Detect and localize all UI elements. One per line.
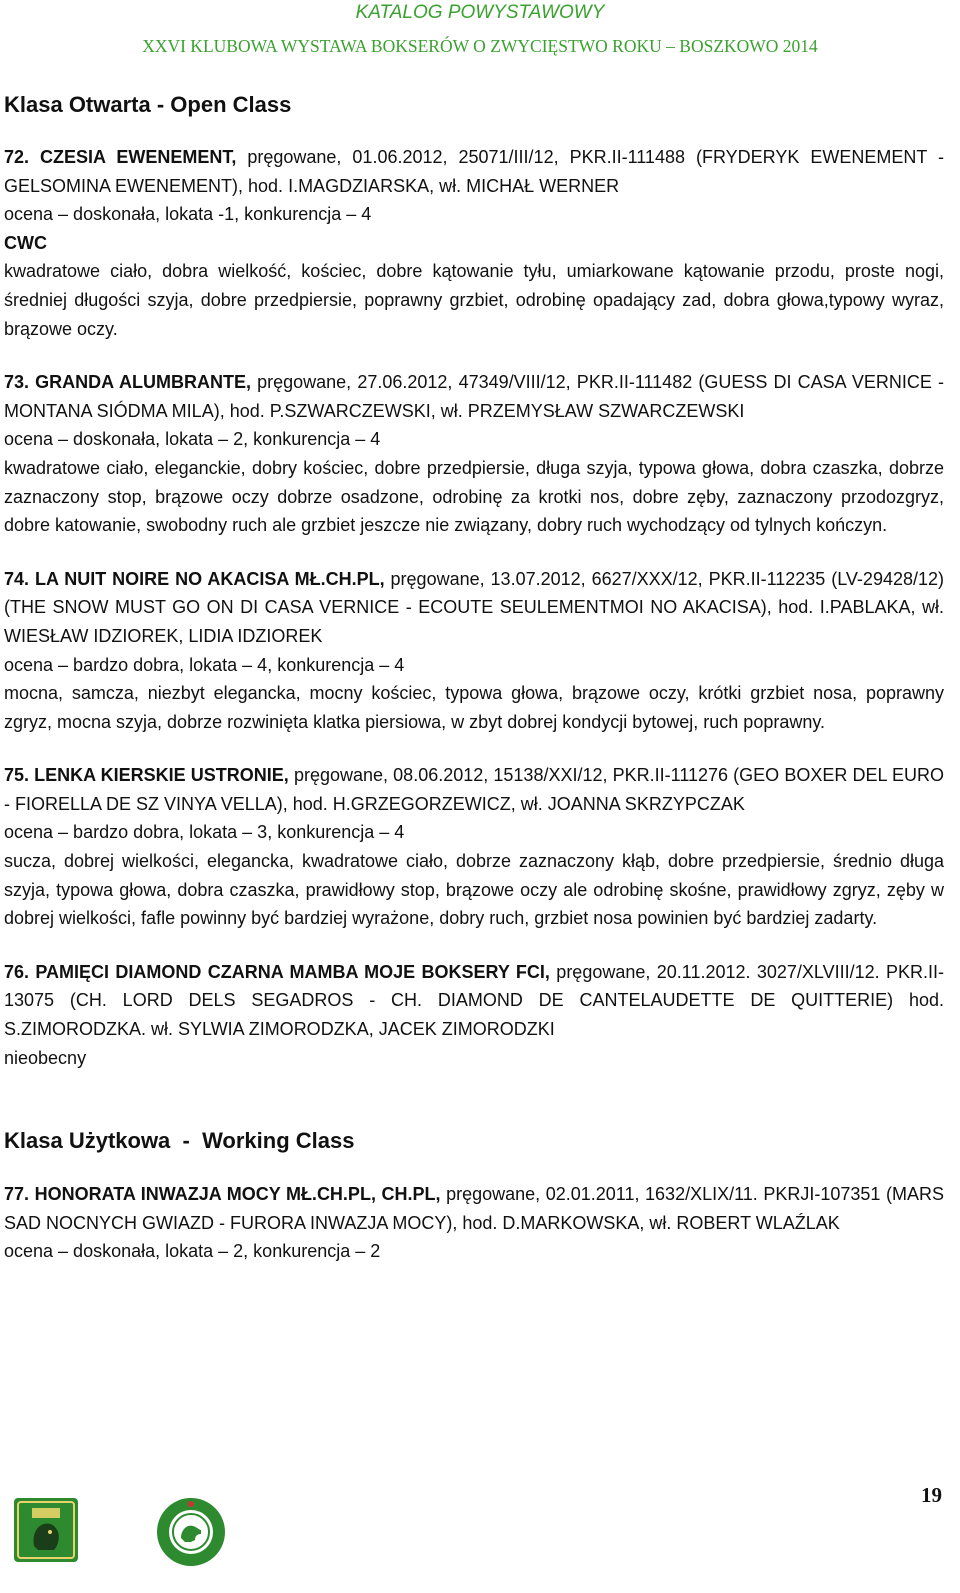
dog-details: pręgowane, 20.11.2012. 3027/XLVIII/12. PKR.II-13075 (CH. LORD DELS SEGADROS - CH. DIAMOND DE CANTELAUDETTE DE QUITTERIE) hod. S.ZIMORODZKA. wł. SYLWIA ZIMORODZKA, JACEK ZIMORODZKI [4, 961, 944, 1040]
dog-name: 76. PAMIĘCI DIAMOND CZARNA MAMBA MOJE BOKSERY FCI, [4, 961, 550, 982]
entry-heading [4, 761, 944, 818]
zkwp-logo [155, 1496, 227, 1568]
entry-rating: ocena – doskonała, lokata – 2, konkurencja – 2 [4, 1241, 381, 1262]
entry-74 [4, 565, 944, 737]
dog-name: 73. GRANDA ALUMBRANTE, [4, 372, 251, 393]
dog-details: pręgowane, 01.06.2012, 25071/III/12, PKR.II-111488 (FRYDERYK EWENEMENT - GELSOMINA EWENEMENT), hod. I.MAGDZIARSKA, wł. MICHAŁ WERNER [4, 147, 944, 196]
entry-75 [4, 761, 944, 933]
entry-description: kwadratowe ciało, eleganckie, dobry kościec, dobre przedpiersie, długa szyja, typowa głowa, dobra czaszka, dobrze zaznaczony stop, brązowe oczy dobrze osadzone, odrobinę za krotki nos, dobre zęby, zaznaczony przodozgryz, dobre katowanie, swobodny ruch ale grzbiet jeszcze nie związany, dobry ruch wychodzący od tylnych kończyn. [4, 457, 944, 536]
entry-72 [4, 143, 944, 343]
dog-name: 77. HONORATA INWAZJA MOCY MŁ.CH.PL, CH.PL, [4, 1184, 441, 1205]
entry-heading [4, 565, 944, 651]
catalog-title: KATALOG POWYSTAWOWY [355, 2, 605, 23]
dog-name: 75. LENKA KIERSKIE USTRONIE, [4, 765, 289, 786]
entry-heading [4, 368, 944, 425]
entry-77 [4, 1180, 944, 1266]
klub-boksera-logo [12, 1496, 80, 1564]
entry-description: kwadratowe ciało, dobra wielkość, kościec, dobre kątowanie tyłu, umiarkowane kątowanie przodu, proste nogi, średniej długości szyja, dobre przedpiersie, poprawny grzbiet, odrobinę opadający zad, dobra głowa,typowy wyraz, brązowe oczy. [4, 261, 944, 339]
document-body [4, 90, 944, 1266]
dog-name: 74. LA NUIT NOIRE NO AKACISA MŁ.CH.PL, [4, 568, 385, 589]
entry-73 [4, 368, 944, 540]
entry-heading [4, 1180, 944, 1237]
section-title-working-class: Klasa Użytkowa - Working Class [4, 1128, 355, 1154]
boxer-head-icon [12, 1496, 80, 1564]
dog-details: pręgowane, 13.07.2012, 6627/XXX/12, PKR.II-112235 (LV-29428/12) (THE SNOW MUST GO ON DI CASA VERNICE - ECOUTE SEULEMENTMOI NO AKACISA), hod. I.PABLAKA, wł. WIESŁAW IDZIOREK, LIDIA IDZIOREK [4, 568, 944, 646]
dog-name: 72. CZESIA EWENEMENT, [4, 147, 237, 167]
entry-description: sucza, dobrej wielkości, elegancka, kwadratowe ciało, dobrze zaznaczony kłąb, dobre przedpiersie, średnio długa szyja, typowa głowa, dobra czaszka, prawidłowy stop, brązowe oczy ale odrobinę skośne, prawidłowy zgryz, zęby w dobrej wielkości, fafle powinny być bardziej wyrażone, dobry ruch, grzbiet nosa powinien być bardziej zadarty. [4, 851, 944, 929]
entry-rating: ocena – doskonała, lokata -1, konkurencja – 4 [4, 204, 372, 225]
entry-rating: ocena – bardzo dobra, lokata – 3, konkurencja – 4 [4, 822, 405, 843]
event-title: XXVI KLUBOWA WYSTAWA BOKSERÓW O ZWYCIĘSTWO ROKU – BOSZKOWO 2014 [142, 36, 818, 56]
entry-heading [4, 143, 944, 200]
dog-seal-icon [155, 1496, 227, 1568]
section-title-open-class: Klasa Otwarta - Open Class [4, 92, 292, 117]
entry-rating: ocena – bardzo dobra, lokata – 4, konkurencja – 4 [4, 654, 405, 675]
dog-details: pręgowane, 02.01.2011, 1632/XLIX/11. PKRJI-107351 (MARS SAD NOCNYCH GWIAZD - FURORA INWAZJA MOCY), hod. D.MARKOWSKA, wł. ROBERT WLAŹLAK [4, 1184, 944, 1233]
entry-heading [4, 958, 944, 1044]
page-number: 19 [921, 1483, 942, 1507]
entry-76 [4, 958, 944, 1072]
entry-rating: nieobecny [4, 1047, 87, 1068]
dog-details: pręgowane, 08.06.2012, 15138/XXI/12, PKR.II-111276 (GEO BOXER DEL EURO - FIORELLA DE SZ VINYA VELLA), hod. H.GRZEGORZEWICZ, wł. JOANNA SKRZYPCZAK [4, 765, 944, 814]
entry-description: mocna, samcza, niezbyt elegancka, mocny kościec, typowa głowa, brązowe oczy, krótki grzbiet nosa, poprawny zgryz, mocna szyja, dobrze rozwinięta klatka piersiowa, w zbyt dobrej kondycji bytowej, ruch poprawny. [4, 683, 944, 732]
entry-rating: ocena – doskonała, lokata – 2, konkurencja – 4 [4, 429, 381, 450]
entry-award: CWC [4, 232, 47, 253]
dog-details: pręgowane, 27.06.2012, 47349/VIII/12, PKR.II-111482 (GUESS DI CASA VERNICE - MONTANA SIÓDMA MILA), hod. P.SZWARCZEWSKI, wł. PRZEMYSŁAW SZWARCZEWSKI [4, 372, 944, 421]
